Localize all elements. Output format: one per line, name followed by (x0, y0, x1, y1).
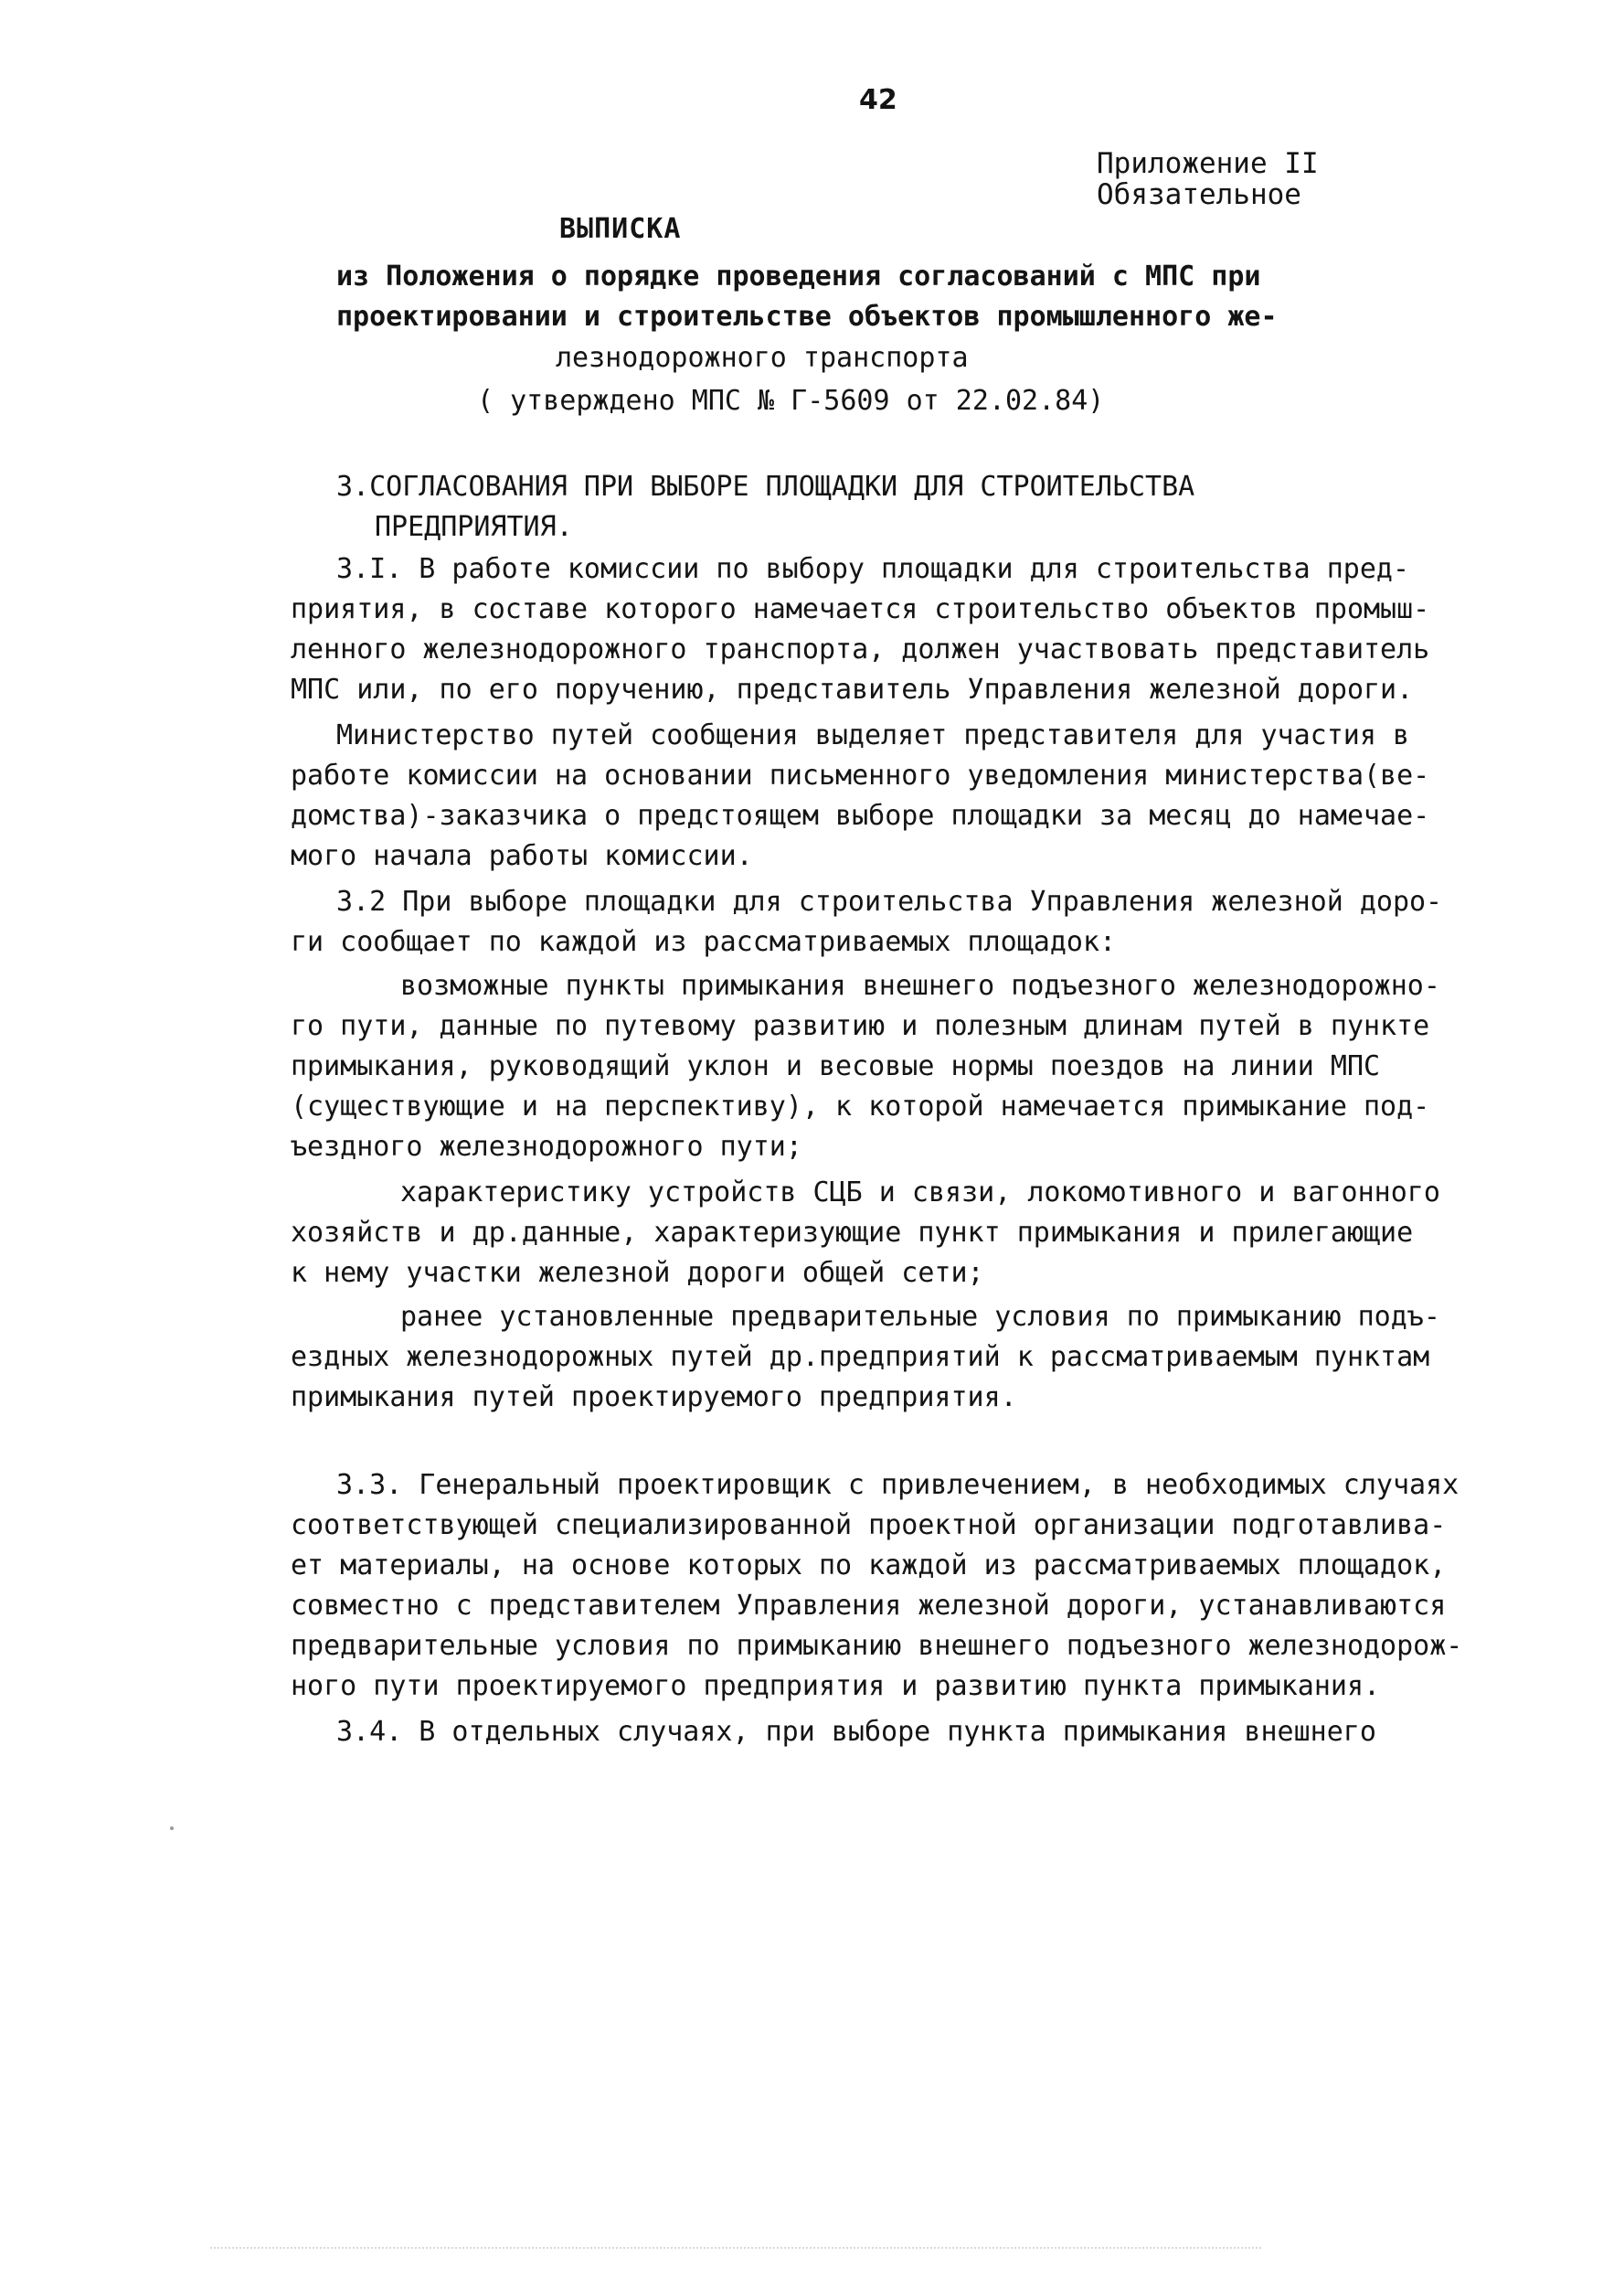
scan-noise-line (210, 2247, 1261, 2254)
approval-line: ( утверждено МПС № Г-5609 от 22.02.84) (477, 385, 1105, 417)
paragraph-line: приятия, в составе которого намечается строительство объектов промыш- (291, 593, 1430, 625)
paragraph-line: 3.3. Генеральный проектировщик с привлечением, в необходимых случаях (336, 1469, 1459, 1501)
paragraph-line: домства)-заказчика о предстоящем выборе площадки за месяц до намечае- (291, 800, 1430, 832)
list-item-line: к нему участки железной дороги общей сети; (291, 1257, 984, 1289)
annex-label: Приложение II (1097, 147, 1319, 180)
paragraph-line: мого начала работы комиссии. (291, 840, 753, 872)
list-item-line: (существующие и на перспективу), к которой намечается примыкание под- (291, 1091, 1430, 1123)
paragraph-line: ленного железнодорожного транспорта, должен участвовать представитель (291, 633, 1430, 665)
list-item-line: го пути, данные по путевому развитию и полезным длинам путей в пункте (291, 1010, 1430, 1042)
list-item-line: примыкания, руководящий уклон и весовые нормы поездов на линии МПС (291, 1050, 1381, 1082)
paragraph-line: совместно с представителем Управления железной дороги, устанавливаются (291, 1590, 1447, 1622)
list-item-line: ранее установленные предварительные условия по примыканию подъ- (400, 1301, 1440, 1333)
list-item-line: ъездного железнодорожного пути; (291, 1131, 802, 1163)
paragraph-line: соответствующей специализированной проектной организации подготавлива- (291, 1509, 1447, 1541)
paragraph-line: ги сообщает по каждой из рассматриваемых площадок: (291, 926, 1117, 958)
document-title: ВЫПИСКА (559, 213, 682, 245)
subtitle-line: из Положения о порядке проведения согласований с МПС при (336, 261, 1261, 293)
paragraph-line: 3.I. В работе комиссии по выбору площадки для строительства пред- (336, 553, 1409, 585)
paragraph-line: МПС или, по его поручению, представитель Управления железной дороги. (291, 674, 1414, 706)
section-heading: 3.СОГЛАСОВАНИЯ ПРИ ВЫБОРЕ ПЛОЩАДКИ ДЛЯ СТРОИТЕЛЬСТВА (336, 471, 1195, 503)
paragraph-line: ет материалы, на основе которых по каждой из рассматриваемых площадок, (291, 1549, 1447, 1581)
subtitle-line: проектировании и строительстве объектов промышленного же- (336, 301, 1278, 333)
subtitle-line: лезнодорожного транспорта (556, 342, 969, 374)
list-item-line: примыкания путей проектируемого предприятия. (291, 1381, 1017, 1413)
list-item-line: ездных железнодорожных путей др.предприятий к рассматриваемым пунктам (291, 1341, 1430, 1373)
list-item-line: возможные пункты примыкания внешнего подъезного железнодорожно- (400, 970, 1440, 1002)
page-number: 42 (859, 84, 897, 116)
paragraph-line: 3.4. В отдельных случаях, при выборе пункта примыкания внешнего (336, 1716, 1376, 1748)
annex-status: Обязательное (1097, 178, 1301, 211)
paragraph-line: предварительные условия по примыканию внешнего подъезного железнодорож- (291, 1630, 1463, 1662)
list-item-line: хозяйств и др.данные, характеризующие пункт примыкания и прилегающие (291, 1217, 1414, 1249)
list-item-line: характеристику устройств СЦБ и связи, локомотивного и вагонного (400, 1176, 1440, 1208)
paragraph-line: ного пути проектируемого предприятия и развитию пункта примыкания. (291, 1670, 1381, 1702)
paragraph-line: 3.2 При выборе площадки для строительства Управления железной доро- (336, 886, 1443, 918)
section-heading-cont: ПРЕДПРИЯТИЯ. (375, 511, 573, 543)
paragraph-line: Министерство путей сообщения выделяет представителя для участия в (336, 719, 1409, 751)
paragraph-line: работе комиссии на основании письменного уведомления министерства(ве- (291, 760, 1430, 792)
scan-speck (170, 1826, 174, 1830)
